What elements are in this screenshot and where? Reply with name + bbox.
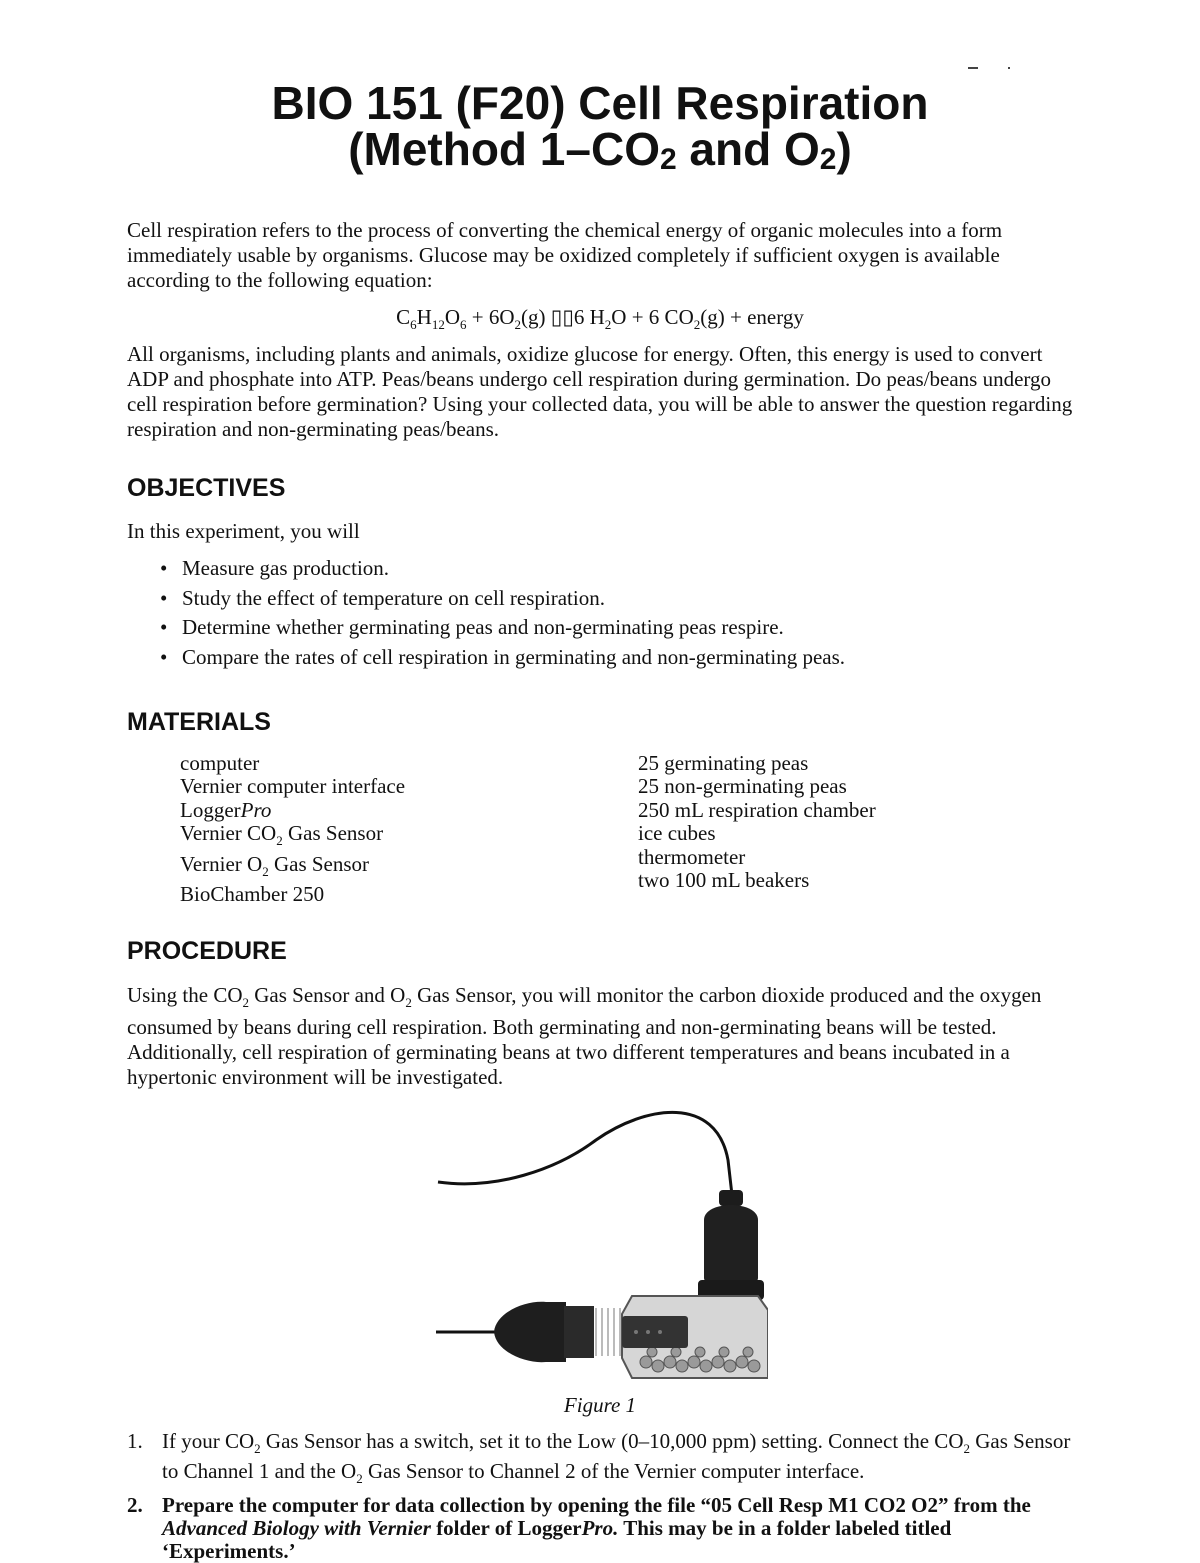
list-item: • Study the effect of temperature on cell respiration. — [160, 586, 845, 616]
intro-paragraph: Cell respiration refers to the process of converting the chemical energy of organic molecules into a form immediately usable by organisms. Glucose may be oxidized completely if sufficient oxygen is available according to the following equation: — [127, 218, 1003, 292]
figure-caption: Figure 1 — [563, 1393, 637, 1417]
objectives-list — [160, 556, 845, 674]
list-item: BioChamber 250 — [180, 882, 325, 907]
list-item: computer — [180, 751, 260, 775]
intro-paragraph-2: All organisms, including plants and animals, oxidize glucose for energy. Often, this energy is used to convert ADP and phosphate into ATP. Peas/beans undergo cell respiration during germination. Do peas/beans undergo cell respiration before germination? Using your collected data, you will be able to answer the question regarding respiration and non-germinating peas/beans. — [127, 342, 1073, 441]
corner-scan-mark — [968, 66, 1012, 70]
step-text: If your $CO_2$ Gas Sensor has a switch, set it to the Low (0–10,000 ppm) setting. Connect the $CO_2$ Gas Sensor to Channel 1 and the $O_2$ Gas Sensor to Channel 2 of the Vernier computer interface. — [162, 1429, 1071, 1487]
step-text: Prepare the computer for data collection by opening the file “05 Cell Resp M1 CO2 O2” from the Advanced Biology with Vernier folder of LoggerPro. This may be in a folder labeled titled ‘Experiments.’ — [162, 1493, 1031, 1563]
procedure-step-1 — [127, 1430, 1087, 1490]
respiration-chamber-figure — [436, 1100, 768, 1383]
list-item: thermometer — [638, 844, 746, 869]
list-item: two 100 mL beakers — [638, 868, 810, 893]
step-number: 1. — [127, 1429, 143, 1453]
objectives-heading: OBJECTIVES — [127, 474, 286, 502]
list-item: Vernier computer interface — [180, 774, 406, 799]
step-number: 2. — [127, 1493, 143, 1517]
list-item: Vernier $CO_2$ Gas Sensor — [180, 821, 384, 849]
objectives-lead: In this experiment, you will — [127, 519, 360, 543]
materials-heading: MATERIALS — [127, 708, 271, 736]
list-item: • Compare the rates of cell respiration in germinating and non-germinating peas. — [160, 645, 845, 675]
document-title-line1: BIO 151 (F20) Cell Respiration — [271, 77, 929, 129]
list-item: 25 non-germinating peas — [638, 774, 847, 799]
list-item: 25 germinating peas — [638, 751, 809, 775]
list-item: 250 mL respiration chamber — [638, 797, 876, 822]
procedure-heading: PROCEDURE — [127, 937, 287, 965]
list-item: LoggerPro — [180, 797, 272, 822]
respiration-equation: $C_6H_{12}O_6 + 6O_2(g)$ ▯▯6 $H_2O + 6$ $CO_2(g)$ + energy — [396, 305, 804, 333]
materials-left-column — [180, 752, 405, 907]
materials-right-column — [638, 752, 876, 892]
list-item: ice cubes — [638, 821, 716, 846]
list-item: Vernier $O_2$ Gas Sensor — [180, 851, 370, 879]
procedure-paragraph: Using the $CO_2$ Gas Sensor and $O_2$ Gas Sensor, you will monitor the carbon dioxide produced and the oxygen consumed by beans during cell respiration. Both germinating and non-germinating beans will be tested. Additionally, cell respiration of germinating beans at two different temperatures and beans incubated in a hypertonic environment will be investigated. — [127, 983, 1042, 1090]
list-item: • Determine whether germinating peas and non-germinating peas respire. — [160, 615, 845, 645]
document-title-line2: (Method $1-CO_2$ and $O_2$) — [348, 123, 852, 176]
list-item: • Measure gas production. — [160, 556, 845, 586]
